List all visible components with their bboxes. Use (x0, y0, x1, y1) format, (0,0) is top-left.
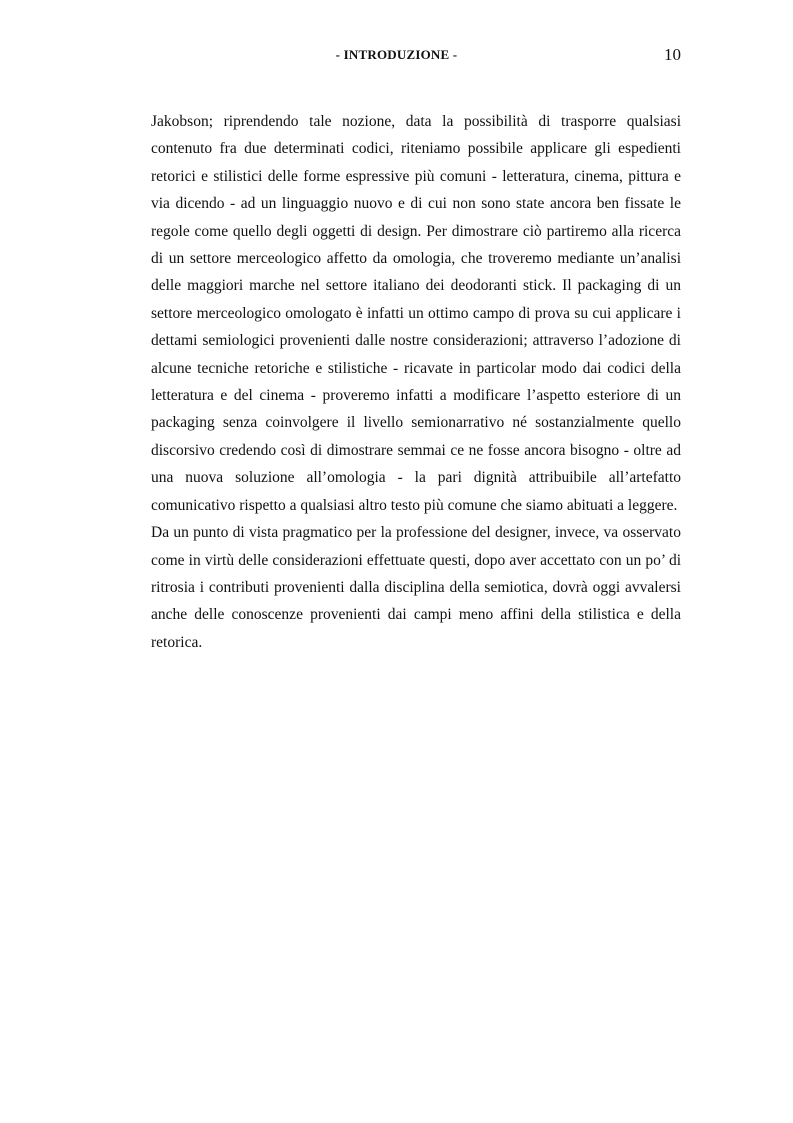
paragraph-2: Da un punto di vista pragmatico per la professione del designer, invece, va osservato come in virtù delle considerazioni effettuate questi, dopo aver accettato con un po’ di ritrosia i contributi provenienti dalla disciplina della semiotica, dovrà oggi avvalersi anche delle conoscenze provenienti dai campi meno affini della stilistica e della retorica. (151, 524, 681, 651)
paragraph-1: Jakobson; riprendendo tale nozione, data la possibilità di trasporre qualsiasi contenuto fra due determinati codici, riteniamo possibile applicare gli espedienti retorici e stilistici delle forme espressive più comuni - letteratura, cinema, pittura e via dicendo - ad un linguaggio nuovo e di cui non sono state ancora ben fissate le regole come quello degli oggetti di design. Per dimostrare ciò partiremo alla ricerca di un settore merceologico affetto da omologia, che troveremo mediante un’analisi delle maggiori marche nel settore italiano dei deodoranti stick. Il packaging di un settore merceologico omologato è infatti un ottimo campo di prova su cui applicare i dettami semiologici provenienti dalle nostre considerazioni; attraverso l’adozione di alcune tecniche retoriche e stilistiche - ricavate in particolar modo dai codici della letteratura e del cinema - proveremo infatti a modificare l’aspetto esteriore di un packaging senza coinvolgere il livello semionarrativo né sostanzialmente quello discorsivo credendo così di dimostrare semmai ce ne fosse ancora bisogno - oltre ad una nuova soluzione all’omologia - la pari dignità attribuibile all’artefatto comunicativo rispetto a qualsiasi altro testo più comune che siamo abituati a leggere. (151, 113, 681, 514)
body-text (151, 108, 681, 656)
page-number: 10 (664, 45, 681, 64)
running-head: - INTRODUZIONE - (335, 47, 458, 62)
